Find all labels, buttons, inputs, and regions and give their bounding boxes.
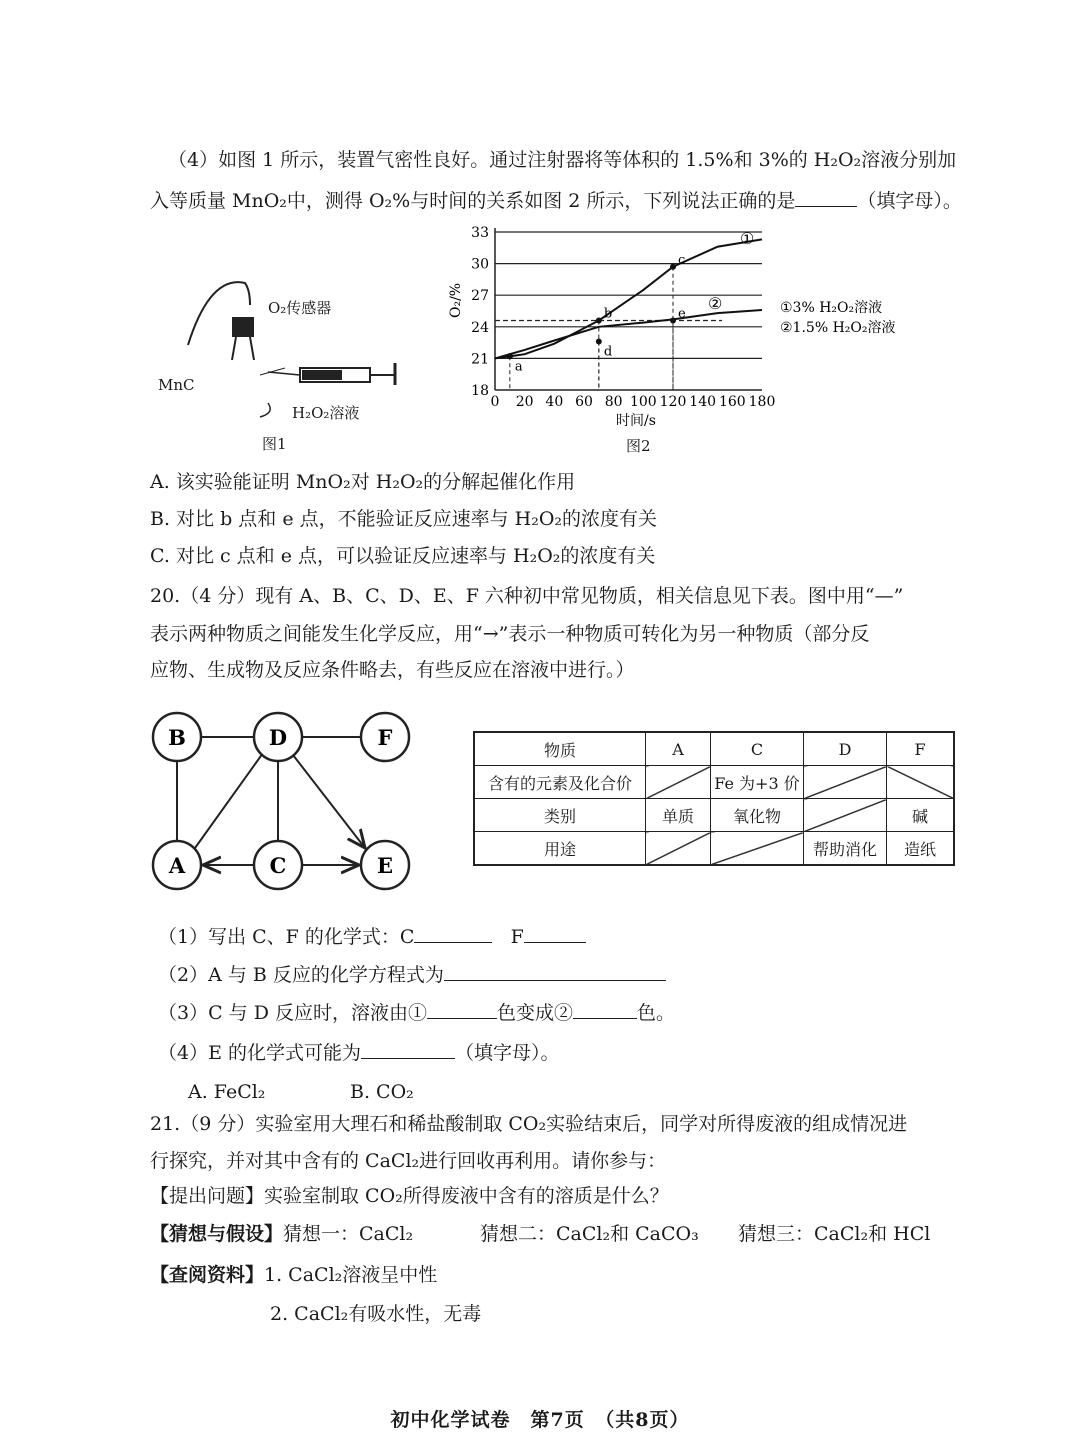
table-cell: Fe 为+3 价 (711, 766, 804, 799)
point-label: d (603, 344, 613, 360)
q20-line1: 20.（4 分）现有 A、B、C、D、E、F 六种初中常见物质，相关信息见下表。图中用“—” (150, 585, 904, 607)
syringe-liquid (302, 370, 342, 380)
node-f-label: F (377, 725, 393, 750)
q20-sub4-end: （填字母）。 (455, 1042, 560, 1064)
q20-sub2-text: （2）A 与 B 反应的化学方程式为 (158, 964, 444, 986)
table-cell: 帮助消化 (804, 832, 887, 866)
y-tick-label: 33 (471, 225, 489, 241)
y-tick-label: 24 (471, 319, 489, 336)
sensor-icon (232, 317, 254, 337)
x-tick-label: 100 (629, 394, 657, 410)
curve2-marker: ② (708, 294, 723, 313)
table-cell-empty (646, 766, 711, 799)
node-a-label: A (168, 853, 186, 878)
table-header-cell: F (887, 732, 955, 766)
flask-bottom (260, 403, 270, 417)
x-tick-label: 60 (575, 394, 593, 410)
table-header-cell: A (646, 732, 711, 766)
point-label: c (678, 252, 686, 268)
q20-sub3-mid: 色变成② (496, 1002, 573, 1024)
legend-item-2: ②1.5% H₂O₂溶液 (780, 320, 896, 336)
answer-blank-color1[interactable] (427, 1000, 497, 1019)
table-cell-empty (711, 832, 804, 866)
x-tick-label: 160 (718, 394, 746, 410)
q19-line2-text: 入等质量 MnO₂中，测得 O₂%与时间的关系如图 2 所示，下列说法正确的是 (150, 190, 796, 212)
edge-d-e (293, 755, 365, 848)
chart-ticks (471, 225, 775, 410)
flask-right-neck (250, 337, 254, 360)
table-row (474, 832, 954, 866)
x-axis-label: 时间/s (616, 413, 656, 429)
y-tick-label: 18 (471, 383, 489, 399)
answer-blank-e[interactable] (361, 1040, 455, 1059)
table-cell: 用途 (474, 832, 646, 866)
table-cell: 类别 (474, 799, 646, 832)
hypothesis-2: 猜想二：CaCl₂和 CaCO₃ (480, 1223, 699, 1245)
syringe-needle (268, 372, 300, 375)
figure2-caption: 图2 (626, 437, 651, 455)
hypothesis-heading: 【猜想与假设】 (150, 1223, 284, 1245)
table-header-cell: C (711, 732, 804, 766)
answer-blank-c[interactable] (414, 924, 492, 943)
answer-blank-color2[interactable] (573, 1000, 637, 1019)
q20-line3: 应物、生成物及反应条件略去，有些反应在溶液中进行。） (150, 659, 635, 681)
q20-option-b[interactable]: B. CO₂ (350, 1081, 414, 1103)
q20-sub3 (158, 1000, 675, 1025)
y-tick-label: 21 (471, 351, 489, 368)
info-item-2: 2. CaCl₂有吸水性，无毒 (270, 1303, 482, 1325)
hypothesis-1: 猜想一：CaCl₂ (283, 1223, 414, 1245)
data-point (507, 353, 513, 359)
q19-option-a[interactable]: A. 该实验能证明 MnO₂对 H₂O₂的分解起催化作用 (150, 471, 576, 493)
q19-option-b[interactable]: B. 对比 b 点和 e 点，不能验证反应速率与 H₂O₂的浓度有关 (150, 508, 658, 530)
figure1-caption: 图1 (262, 435, 287, 453)
q19-line2-end: （填字母）。 (857, 190, 962, 212)
y-axis-label: O₂/% (448, 282, 464, 318)
q20-sub2 (158, 962, 666, 987)
table-cell: 氧化物 (711, 799, 804, 832)
q21-line2: 行探究，并对其中含有的 CaCl₂进行回收再利用。请你参与： (150, 1150, 667, 1172)
figure2-chart (440, 220, 910, 460)
node-c-label: C (269, 853, 287, 878)
x-tick-label: 0 (490, 394, 500, 410)
table-cell: 单质 (646, 799, 711, 832)
y-tick-label: 27 (471, 288, 489, 305)
y-tick-label: 30 (471, 256, 489, 273)
table-header-cell: 物质 (474, 732, 646, 766)
q19-line2 (150, 188, 962, 213)
hypothesis-3: 猜想三：CaCl₂和 HCl (738, 1223, 931, 1245)
x-tick-label: 180 (748, 394, 776, 410)
data-point (670, 317, 676, 323)
table-row (474, 799, 954, 832)
q19-line1: （4）如图 1 所示，装置气密性良好。通过注射器将等体积的 1.5%和 3%的 H₂O₂溶液分别加 (168, 149, 957, 171)
edge-a-d (195, 753, 263, 848)
x-tick-label: 80 (604, 394, 623, 410)
q20-line2: 表示两种物质之间能发生化学反应，用“→”表示一种物质可转化为另一种物质（部分反 (150, 623, 870, 645)
q20-sub1 (158, 924, 586, 949)
data-point (596, 317, 602, 323)
mno2-label: MnC (158, 376, 195, 394)
q21-hypotheses (150, 1222, 413, 1246)
q20-sub1-f: F (510, 926, 524, 948)
q20-sub4-text: （4）E 的化学式可能为 (158, 1042, 361, 1064)
q21-question: 【提出问题】实验室制取 CO₂所得废液中含有的溶质是什么？ (150, 1185, 669, 1207)
x-tick-label: 120 (659, 394, 687, 410)
data-point (596, 339, 602, 345)
q20-sub1-text: （1）写出 C、F 的化学式：C (158, 926, 415, 948)
answer-blank[interactable] (795, 188, 857, 207)
legend-item-1: ①3% H₂O₂溶液 (780, 300, 883, 316)
x-tick-label: 140 (689, 394, 717, 410)
table-cell-empty (804, 766, 887, 799)
q20-option-a[interactable]: A. FeCl₂ (188, 1081, 266, 1103)
q20-sub3-text: （3）C 与 D 反应时，溶液由① (158, 1002, 427, 1024)
q21-line1: 21.（9 分）实验室用大理石和稀盐酸制取 CO₂实验结束后，同学对所得废液的组成情况进 (150, 1113, 908, 1135)
table-row (474, 766, 954, 799)
info-item-1: 1. CaCl₂溶液呈中性 (264, 1264, 438, 1286)
table-cell-empty (804, 799, 887, 832)
answer-blank-equation[interactable] (444, 962, 666, 981)
info-heading: 【查阅资料】 (150, 1264, 265, 1286)
substance-table (473, 731, 955, 866)
table-cell-empty (887, 766, 955, 799)
q20-sub3-end: 色。 (637, 1002, 676, 1024)
q19-option-c[interactable]: C. 对比 c 点和 e 点，可以验证反应速率与 H₂O₂的浓度有关 (150, 545, 656, 567)
reaction-diagram (145, 705, 425, 895)
point-label: b (603, 306, 613, 322)
table-cell: 含有的元素及化合价 (474, 766, 646, 799)
table-cell-empty (646, 832, 711, 866)
answer-blank-f[interactable] (524, 924, 586, 943)
x-tick-label: 20 (515, 394, 534, 410)
point-label: a (514, 359, 523, 375)
curve1-marker: ① (740, 229, 755, 248)
data-point (670, 264, 676, 270)
q20-sub4 (158, 1040, 560, 1065)
q21-info (150, 1263, 437, 1287)
node-e-label: E (376, 853, 394, 878)
page-footer: 初中化学试卷 第7页 （共8页） (390, 1409, 690, 1431)
table-cell: 造纸 (887, 832, 955, 866)
sensor-label: O₂传感器 (268, 299, 332, 317)
point-label: e (678, 306, 686, 322)
flask-left-neck (232, 337, 236, 360)
node-b-label: B (168, 725, 186, 750)
h2o2-label: H₂O₂溶液 (292, 404, 360, 422)
table-cell: 碱 (887, 799, 955, 832)
table-header-cell: D (804, 732, 887, 766)
node-d-label: D (268, 725, 288, 750)
x-tick-label: 40 (545, 394, 564, 410)
table-header-row (474, 732, 954, 766)
